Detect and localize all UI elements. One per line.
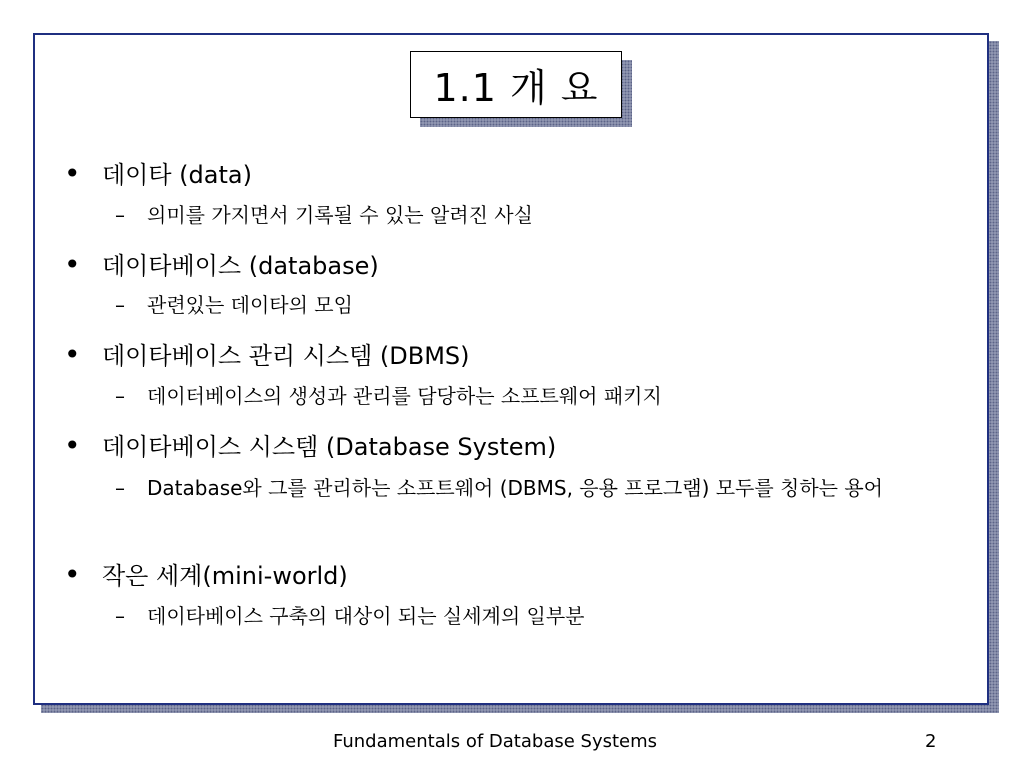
bullet-item (60, 155, 252, 190)
bullet-dot-icon: • (64, 338, 81, 371)
bullet-text: 데이타 (data) (102, 161, 252, 189)
bullet-text: 작은 세계(mini-world) (102, 562, 348, 590)
sub-item (115, 598, 907, 634)
sub-dash-icon: – (115, 604, 125, 628)
sub-text: 의미를 가지면서 기록될 수 있는 알려진 사실 (147, 203, 533, 227)
sub-dash-icon: – (115, 384, 125, 408)
sub-text: 데이터베이스의 생성과 관리를 담당하는 소프트웨어 패키지 (147, 384, 662, 408)
sub-text: 관련있는 데이타의 모임 (147, 293, 353, 317)
sub-dash-icon: – (115, 203, 125, 227)
title-box (410, 51, 622, 118)
bullet-text: 데이타베이스 (database) (102, 252, 379, 280)
sub-item (115, 287, 907, 323)
sub-item (115, 378, 907, 414)
bullet-dot-icon: • (64, 248, 81, 281)
sub-dash-icon: – (115, 476, 125, 500)
sub-item (115, 197, 907, 233)
sub-dash-icon: – (115, 293, 125, 317)
bullet-text: 데이타베이스 관리 시스템 (DBMS) (102, 342, 470, 370)
bullet-item (60, 246, 379, 281)
sub-text: 데이타베이스 구축의 대상이 되는 실세계의 일부분 (147, 604, 585, 628)
slide-title: 1.1 개 요 (433, 66, 599, 110)
bullet-dot-icon: • (64, 429, 81, 462)
bullet-dot-icon: • (64, 558, 81, 591)
bullet-item (60, 336, 470, 371)
footer-title: Fundamentals of Database Systems (333, 731, 658, 752)
page-number: 2 (925, 731, 937, 752)
sub-text: Database와 그를 관리하는 소프트웨어 (DBMS, 응용 프로그램) 모두를 칭하는 용어 (147, 476, 884, 500)
bullet-item (60, 556, 348, 591)
bullet-dot-icon: • (64, 157, 81, 190)
bullet-item (60, 427, 556, 462)
sub-item (115, 470, 907, 506)
bullet-text: 데이타베이스 시스템 (Database System) (102, 433, 557, 461)
